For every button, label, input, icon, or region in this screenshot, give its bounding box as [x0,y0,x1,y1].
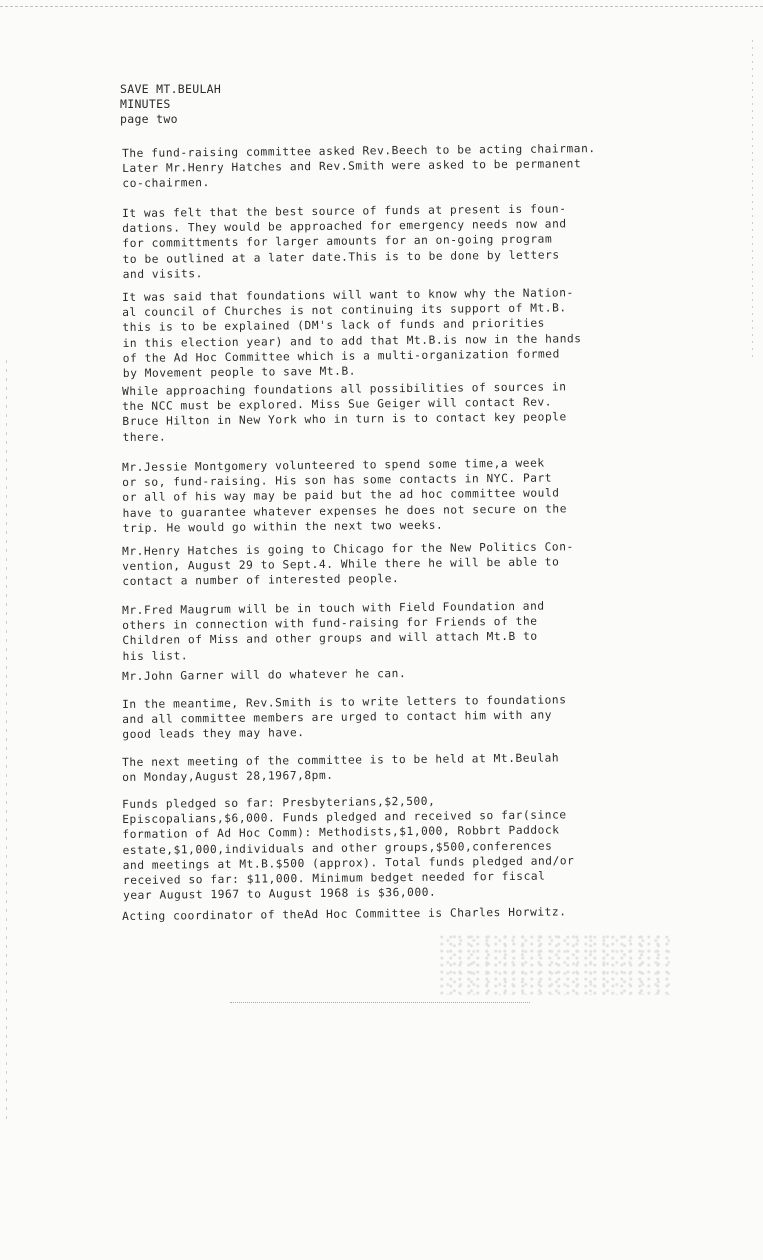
faint-dotted-line [230,1002,530,1004]
page-top-edge [0,0,763,7]
paragraph-hatches-chicago: Mr.Henry Hatches is going to Chicago for the New Politics Con- vention, August 29 to Sept.4. While there he will be able to contact a number of interested people. [122,540,574,589]
document-header [120,82,221,127]
paragraph-rev-smith-letters: In the meantime, Rev.Smith is to write letters to foundations and all committee members are urged to contact him with any good leads they may have. [122,693,567,742]
paragraph-foundations-source: It was felt that the best source of funds at present is foun- dations. They would be approached for emergency needs now and for committments for larger amounts for an on-going program to be outlined at a later date.This is to be done by letters and visits. [122,202,567,281]
paragraph-next-meeting: The next meeting of the committee is to be held at Mt.Beulah on Monday,August 28,1967,8pm. [122,751,560,785]
paragraph-acting-coordinator: Acting coordinator of theAd Hoc Committee is Charles Horwitz. [122,905,567,923]
paragraph-maugrum: Mr.Fred Maugrum will be in touch with Field Foundation and others in connection with fund-raising for Friends of the Children of Miss and other groups and will attach Mt.B to his list. [122,599,545,663]
page-left-edge-mark [6,360,7,1120]
paragraph-chairman: The fund-raising committee asked Rev.Beech to be acting chairman. Later Mr.Henry Hatches and Rev.Smith were asked to be permanent co-chairmen. [122,142,596,191]
paragraph-ncc-sources: While approaching foundations all possibilities of sources in the NCC must be explored. Miss Sue Geiger will contact Rev. Bruce Hilton in New York who in turn is to contact key people there. [122,380,567,444]
paragraph-ncc-explanation: It was said that foundations will want to know why the Nation- al council of Churches is not continuing its support of Mt.B. this is to be explained (DM's lack of funds and priorities in this election year) and to add that Mt.B.is now in the hands of the Ad Hoc Committee which is a multi-organization formed by Movement people to save Mt.B. [122,286,582,381]
document-subtitle: MINUTES [120,97,171,111]
document-title: SAVE MT.BEULAH [120,82,222,96]
paragraph-montgomery: Mr.Jessie Montgomery volunteered to spend some time,a week or so, fund-raising. His son has some contacts in NYC. Part or all of his way may be paid but the ad hoc committee would have to guarantee whatever expenses he does not secure on the trip. He would go within the next two weeks. [122,456,568,535]
scan-speckle [440,935,670,995]
page-right-edge-mark [752,40,753,360]
paragraph-garner: Mr.John Garner will do whatever he can. [122,667,407,683]
page-number: page two [120,112,178,126]
paragraph-funds: Funds pledged so far: Presbyterians,$2,500, Episcopalians,$6,000. Funds pledged and received so far(since formation of Ad Hoc Comm): Methodists,$1,000, Robbrt Paddock estate,$1,000,individuals and other groups,$500,conferences and meetings at Mt.B.$500 (approx). Total funds pledged and/or received so far: $11,000. Minimum bedget needed for fiscal year August 1967 to August 1968 is $36,000. [122,794,575,903]
